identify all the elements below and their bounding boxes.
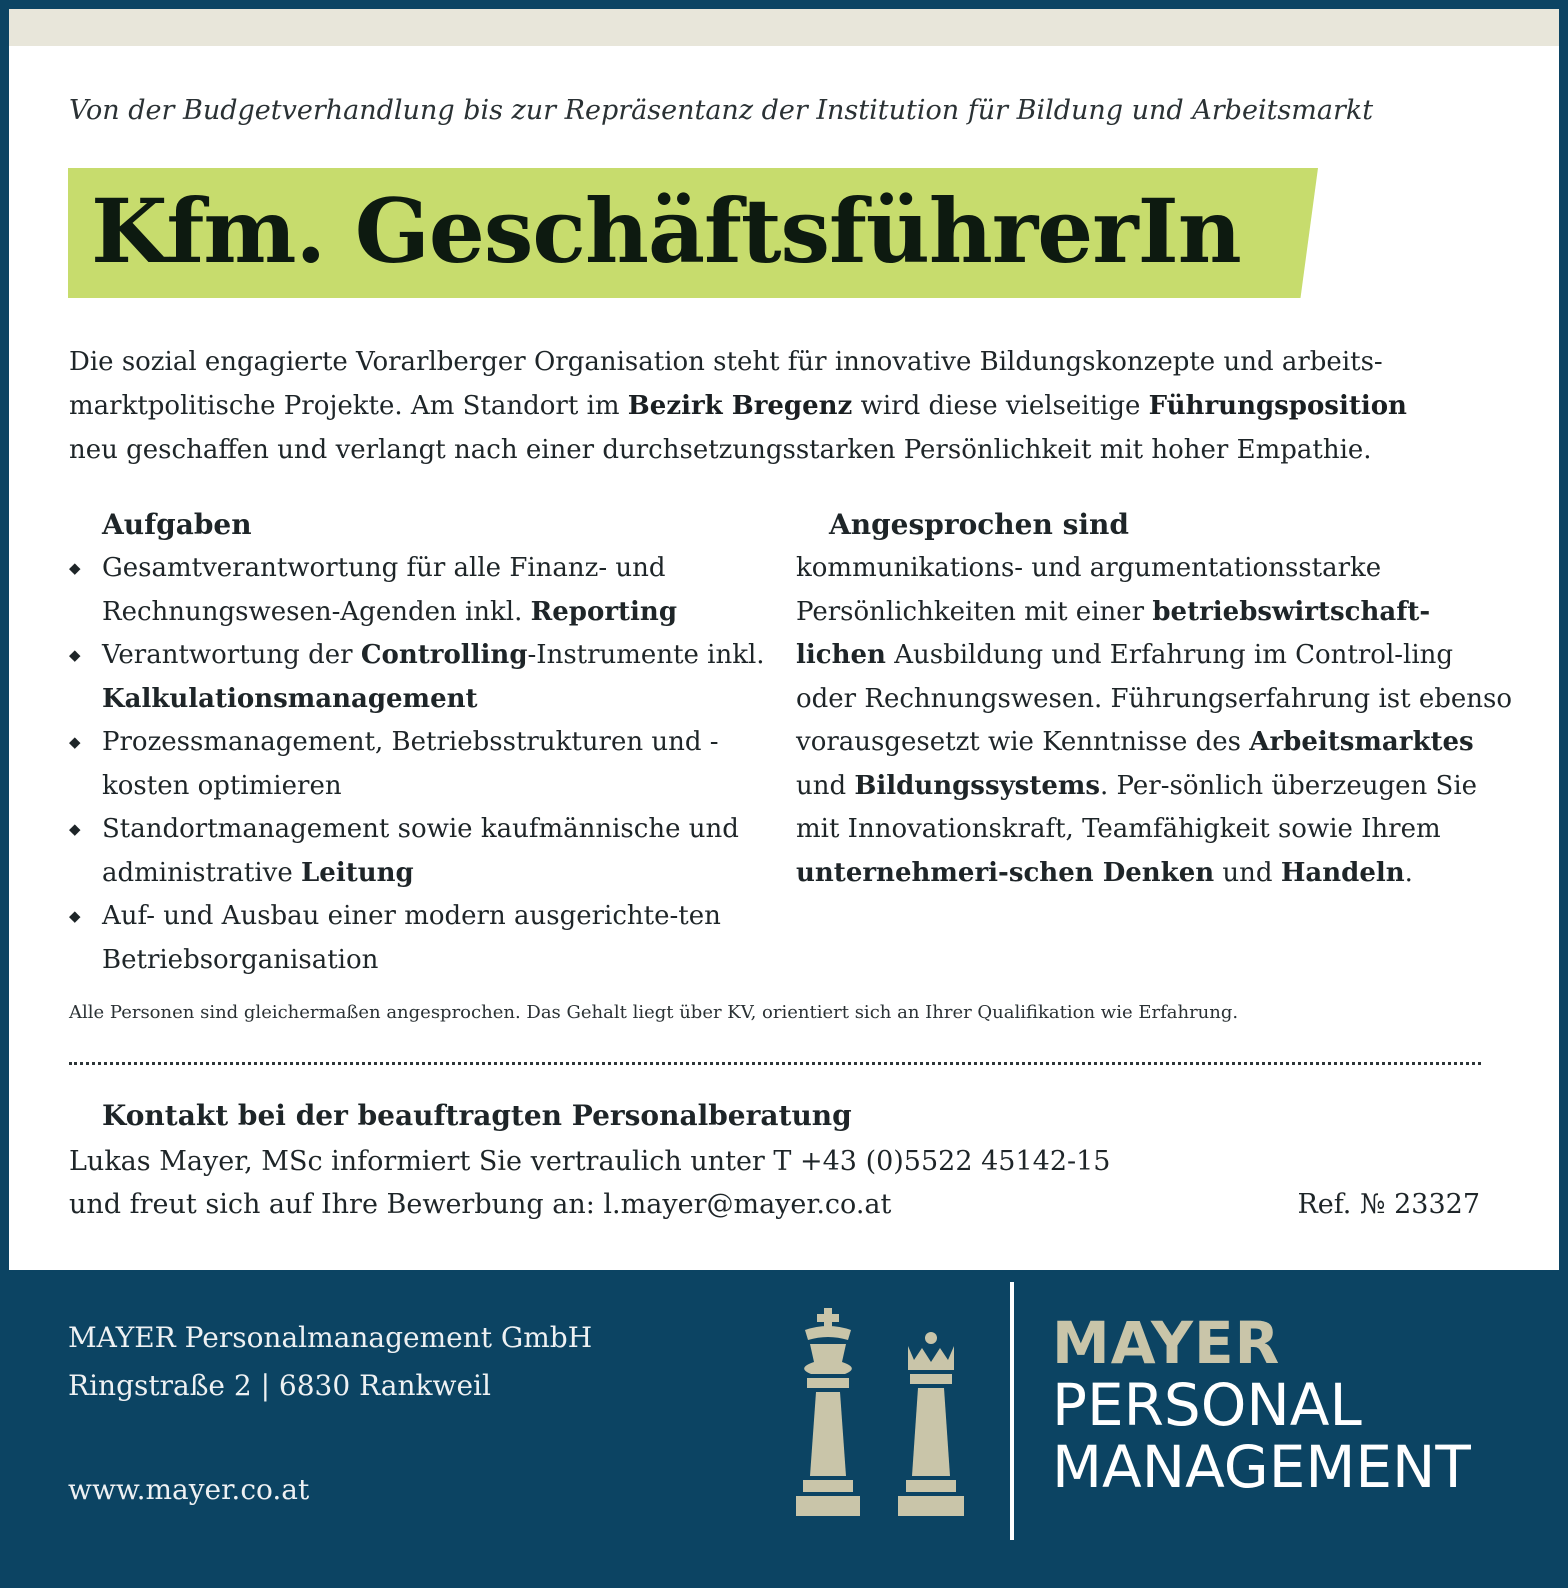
intro-text: marktpolitische Projekte. Am Standort im <box>69 391 628 421</box>
chess-queen-icon <box>898 1332 964 1516</box>
contact-phone-line: Lukas Mayer, MSc informiert Sie vertraulich unter T +43 (0)5522 45142-15 <box>69 1146 1111 1177</box>
profile-bold: Arbeitsmarktes <box>1249 727 1474 757</box>
top-band <box>9 9 1559 46</box>
tasks-column <box>69 503 769 982</box>
list-item <box>69 895 769 982</box>
list-item-bold: Reporting <box>530 596 677 627</box>
list-item-text: Auf- und Ausbau einer modern ausgerichte-ten Betriebsorganisation <box>102 901 721 975</box>
list-item <box>69 634 769 721</box>
profile-paragraph <box>796 547 1516 895</box>
list-item-bold: Controlling <box>360 640 528 670</box>
profile-text: Ausbildung und Erfahrung im Control-ling oder Rechnungswesen. Führungserfahrung ist ebenso vorausgesetzt wie Kenntnisse des <box>796 640 1512 757</box>
intro-paragraph <box>69 340 1519 472</box>
profile-heading: Angesprochen sind <box>829 508 1129 541</box>
list-item <box>69 808 769 895</box>
logo-line-management: MANAGEMENT <box>1052 1433 1471 1501</box>
list-item-text: -Instrumente inkl. <box>527 640 765 670</box>
profile-bold: betriebswirtschaft-lichen <box>796 596 1431 670</box>
list-item <box>69 721 769 808</box>
logo-line-personal: PERSONAL <box>1052 1371 1362 1439</box>
mayer-logo-wordmark <box>1052 1309 1471 1501</box>
list-item-bold: Kalkulationsmanagement <box>102 683 478 714</box>
profile-text: . <box>1404 857 1413 888</box>
intro-line-3: neu geschaffen und verlangt nach einer durchsetzungsstarken Persönlichkeit mit hoher Empathie. <box>69 435 1372 465</box>
profile-text: . Per-sönlich überzeugen Sie mit Innovationskraft, Teamfähigkeit sowie Ihrem <box>796 770 1478 844</box>
profile-column <box>796 503 1516 895</box>
logo-divider <box>1010 1282 1014 1540</box>
tagline: Von der Budgetverhandlung bis zur Repräsentanz der Institution für Bildung und Arbeitsmarkt <box>69 95 1374 126</box>
list-item-text: Gesamtverantwortung für alle Finanz- und Rechnungswesen-Agenden inkl. <box>102 553 666 627</box>
profile-bold: Handeln <box>1280 857 1405 888</box>
company-footer <box>0 1270 1568 1588</box>
list-item-text: Prozessmanagement, Betriebsstrukturen und -kosten optimieren <box>102 727 719 801</box>
diamond-bullet-icon: ◆ <box>69 733 81 751</box>
chess-king-icon <box>796 1308 860 1516</box>
reference-number: Ref. № 23327 <box>1297 1189 1480 1220</box>
company-name: MAYER Personalmanagement GmbH <box>68 1321 593 1354</box>
intro-bold-location: Bezirk Bregenz <box>627 391 853 421</box>
salary-footnote: Alle Personen sind gleichermaßen angesprochen. Das Gehalt liegt über KV, orientiert sich an Ihrer Qualifikation wie Erfahrung. <box>69 1002 1239 1023</box>
tasks-list <box>69 547 769 982</box>
profile-text: und <box>1214 857 1281 888</box>
logo-line-mayer: MAYER <box>1052 1309 1281 1377</box>
list-item-text: Verantwortung der <box>102 640 361 670</box>
diamond-bullet-icon: ◆ <box>69 646 81 664</box>
intro-text: wird diese vielseitige <box>852 391 1149 421</box>
profile-text: und <box>796 770 855 801</box>
company-website-link[interactable]: www.mayer.co.at <box>68 1473 310 1506</box>
diamond-bullet-icon: ◆ <box>69 907 81 925</box>
list-item-text: Standortmanagement sowie kaufmännische und administrative <box>102 814 739 888</box>
list-item-bold: Leitung <box>301 857 414 888</box>
chess-king-queen-icon <box>790 1300 990 1570</box>
contact-heading: Kontakt bei der beauftragten Personalberatung <box>102 1099 852 1132</box>
company-address: Ringstraße 2 | 6830 Rankweil <box>68 1369 491 1402</box>
intro-line-1: Die sozial engagierte Vorarlberger Organisation steht für innovative Bildungskonzepte und arbeits- <box>69 347 1383 377</box>
profile-bold: Bildungssystems <box>854 770 1101 801</box>
profile-bold: unternehmeri-schen Denken <box>796 857 1215 888</box>
list-item <box>69 547 769 634</box>
tasks-heading: Aufgaben <box>102 508 252 541</box>
job-title: Kfm. GeschäftsführerIn <box>91 179 1241 283</box>
diamond-bullet-icon: ◆ <box>69 820 81 838</box>
contact-email-line[interactable]: und freut sich auf Ihre Bewerbung an: l.mayer@mayer.co.at <box>69 1189 892 1220</box>
job-ad-card <box>9 9 1559 1270</box>
diamond-bullet-icon: ◆ <box>69 559 81 577</box>
profile-text: kommunikations- und argumentationsstarke Persönlichkeiten mit einer <box>796 553 1382 627</box>
intro-bold-position: Führungsposition <box>1148 391 1407 421</box>
dotted-divider <box>69 1062 1481 1065</box>
